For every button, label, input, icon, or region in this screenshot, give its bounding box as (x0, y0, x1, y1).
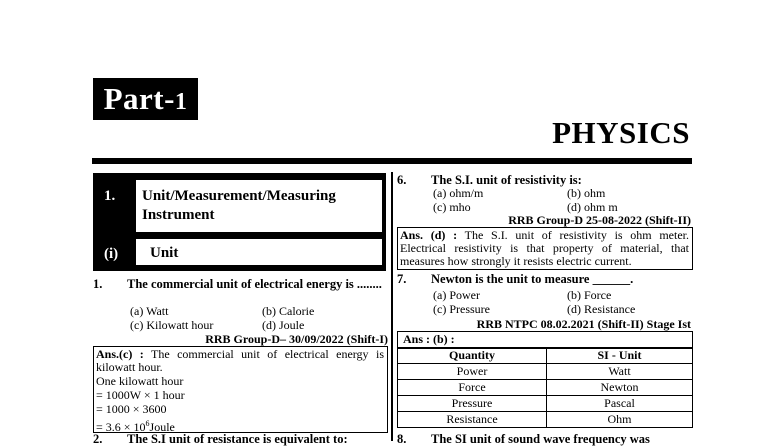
q1-text: The commercial unit of electrical energy is ........ (127, 277, 382, 291)
q7-option-b: (b) Force (567, 288, 612, 302)
q6-source: RRB Group-D 25-08-2022 (Shift-II) (508, 213, 691, 227)
column-divider (391, 172, 393, 441)
part-label (93, 78, 198, 120)
q7-option-c: (c) Pressure (433, 302, 490, 316)
table-header-row (398, 348, 693, 364)
q1-line-2: = 1000W × 1 hour (96, 388, 185, 402)
table-cell-unit: Ohm (547, 412, 693, 428)
q1-number: 1. (93, 277, 103, 291)
section-title: Unit (150, 245, 179, 261)
part-text: Part- (103, 81, 175, 116)
q1-answer-text: The commercial unit of electrical energy is kilowatt hour. (96, 347, 384, 374)
q7-option-a: (a) Power (433, 288, 480, 302)
q6-option-d: (d) ohm m (567, 200, 618, 214)
table-cell-unit: Newton (547, 380, 693, 396)
q7-option-d: (d) Resistance (567, 302, 636, 316)
q7-answer-label: Ans : (b) : (403, 332, 455, 346)
table-cell-quantity: Resistance (398, 412, 547, 428)
header-rule (92, 158, 692, 164)
q1-option-b: (b) Calorie (262, 304, 315, 318)
table-cell-quantity: Power (398, 364, 547, 380)
q7-source: RRB NTPC 08.02.2021 (Shift-II) Stage Ist (476, 317, 691, 331)
table-row (398, 380, 693, 396)
chapter-number: 1. (104, 188, 116, 204)
table-header-si-unit: SI - Unit (547, 348, 693, 364)
table-row (398, 364, 693, 380)
q2-text: The S.I unit of resistance is equivalent to: (127, 432, 348, 446)
q1-exponent: 6 (145, 419, 150, 428)
table-header-quantity: Quantity (398, 348, 547, 364)
q1-line-4-unit: Joule (149, 420, 175, 434)
q1-answer-label: Ans.(c) : (96, 347, 144, 361)
q1-line-4-base: = 3.6 × 10 (96, 420, 146, 434)
table-row (398, 396, 693, 412)
q6-answer-text: The S.I. unit of resistivity is ohm meter. Electrical resistivity is that property of material, that measures how strongly it resists electric current. (400, 228, 689, 268)
table-cell-unit: Watt (547, 364, 693, 380)
table-cell-quantity: Pressure (398, 396, 547, 412)
q6-option-b: (b) ohm (567, 186, 606, 200)
table-cell-unit: Pascal (547, 396, 693, 412)
part-number: 1 (174, 89, 188, 115)
q6-text: The S.I. unit of resistivity is: (431, 173, 582, 187)
q8-number: 8. (397, 432, 407, 446)
q1-answer (96, 348, 384, 374)
q1-option-a: (a) Watt (130, 304, 169, 318)
subject-title: PHYSICS (552, 115, 690, 150)
section-number: (i) (104, 246, 119, 262)
q1-option-d: (d) Joule (262, 318, 305, 332)
q6-answer (400, 229, 689, 268)
table-cell-quantity: Force (398, 380, 547, 396)
q6-answer-label: Ans. (d) : (400, 228, 458, 242)
q8-text: The SI unit of sound wave frequency was (431, 432, 650, 446)
q2-number: 2. (93, 432, 103, 446)
q1-line-1: One kilowatt hour (96, 374, 184, 388)
q1-line-3: = 1000 × 3600 (96, 402, 167, 416)
q7-number: 7. (397, 272, 407, 286)
q6-number: 6. (397, 173, 407, 187)
table-row (398, 412, 693, 428)
chapter-title: Unit/Measurement/Measuring Instrument (142, 188, 336, 223)
q1-source: RRB Group-D– 30/09/2022 (Shift-I) (205, 332, 388, 346)
si-unit-table (397, 347, 693, 428)
q7-text: Newton is the unit to measure ______. (431, 272, 634, 286)
q1-option-c: (c) Kilowatt hour (130, 318, 214, 332)
q6-option-a: (a) ohm/m (433, 186, 484, 200)
q6-option-c: (c) mho (433, 200, 471, 214)
